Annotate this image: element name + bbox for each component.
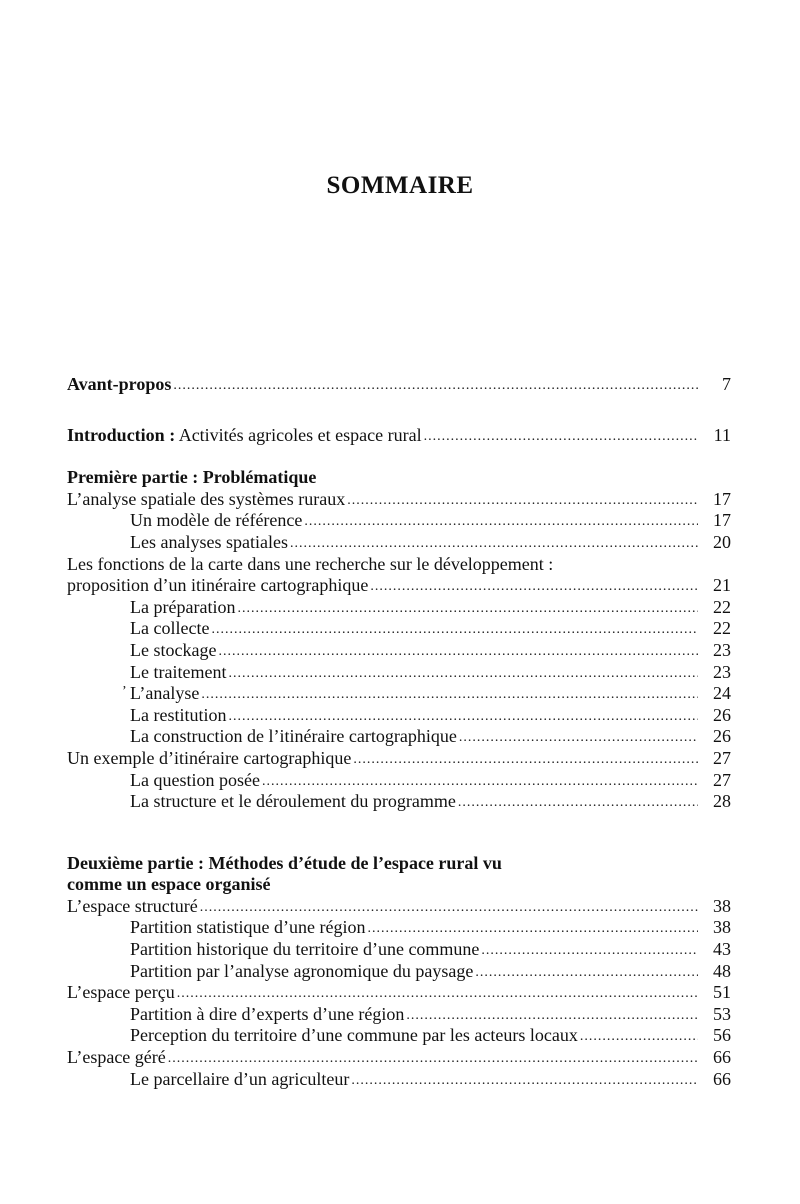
toc-entry-avant-propos[interactable] (67, 374, 731, 396)
toc-page-number: 66 (713, 1047, 731, 1068)
dot-leader (580, 1026, 698, 1048)
toc-page-number: 22 (713, 596, 731, 617)
dot-leader (168, 1048, 698, 1070)
toc-page-number: 22 (713, 618, 731, 639)
dot-leader (475, 962, 698, 984)
page-title: SOMMAIRE (326, 172, 474, 199)
dot-leader (481, 940, 698, 962)
toc-entry[interactable] (67, 896, 731, 918)
dot-leader (262, 771, 698, 793)
toc-page-number: 43 (713, 939, 731, 960)
toc-subentry[interactable] (67, 1004, 731, 1026)
toc-page-number: 48 (713, 960, 731, 981)
toc-subentry[interactable] (67, 510, 731, 532)
toc-subentry[interactable] (67, 1069, 731, 1091)
toc-entry-label: L’analyse spatiale des systèmes ruraux (67, 488, 346, 509)
toc-entry-label: Les analyses spatiales (130, 531, 288, 552)
part-2-heading: Deuxième partie : Méthodes d’étude de l’espace rural vu (67, 852, 502, 873)
toc-subentry[interactable] (67, 705, 731, 727)
toc-page-number: 27 (713, 769, 731, 790)
toc-page-number: 38 (713, 895, 731, 916)
toc-entry-label: La préparation (130, 596, 236, 617)
toc-subentry[interactable] (67, 618, 731, 640)
toc-entry-label: Partition par l’analyse agronomique du paysage (130, 960, 474, 981)
part-1-heading: Première partie : Problématique (67, 467, 317, 488)
dot-leader (290, 533, 698, 555)
toc-entry-label: L’analyse (130, 683, 200, 704)
toc-entry-label: La question posée (130, 769, 260, 790)
toc-entry-label: Les fonctions de la carte dans une recherche sur le développement : (67, 553, 554, 574)
dot-leader (228, 663, 698, 685)
toc-entry-label: L’espace structuré (67, 895, 198, 916)
toc-page-number: 21 (713, 575, 731, 596)
table-of-contents (67, 374, 731, 1090)
toc-entry-label: Le traitement (130, 661, 227, 682)
toc-page-number: 17 (713, 488, 731, 509)
toc-entry-label: La construction de l’itinéraire cartographique (130, 726, 457, 747)
toc-page-number: 28 (713, 791, 731, 812)
toc-entry[interactable] (67, 982, 731, 1004)
dot-leader (201, 684, 698, 706)
toc-subentry[interactable] (67, 939, 731, 961)
toc-subentry[interactable] (67, 662, 731, 684)
dot-leader (200, 897, 698, 919)
toc-entry-label: Le stockage (130, 639, 217, 660)
toc-page-number: 23 (713, 639, 731, 660)
toc-entry-label: Avant-propos (67, 374, 172, 394)
toc-page-number: 27 (713, 747, 731, 768)
toc-page-number: 7 (722, 374, 731, 394)
dot-leader (347, 490, 698, 512)
toc-entry-label: Partition statistique d’une région (130, 917, 366, 938)
toc-entry[interactable] (67, 575, 731, 597)
toc-subentry[interactable] (67, 791, 731, 813)
toc-page-number: 56 (713, 1025, 731, 1046)
toc-entry-label: Introduction : (67, 424, 176, 445)
dot-leader (228, 706, 698, 728)
dot-leader (177, 983, 698, 1005)
toc-entry-subtitle: Activités agricoles et espace rural (175, 424, 422, 445)
toc-subentry[interactable] (67, 917, 731, 939)
toc-page-number: 51 (713, 982, 731, 1003)
toc-page-number: 20 (713, 531, 731, 552)
stray-mark: ʼ (122, 684, 127, 700)
toc-page-number: 17 (713, 510, 731, 531)
part-2-heading-continued: comme un espace organisé (67, 874, 271, 895)
dot-leader (458, 792, 698, 814)
toc-subentry[interactable] (67, 1025, 731, 1047)
toc-subentry[interactable] (67, 640, 731, 662)
toc-entry-label: La collecte (130, 618, 210, 639)
toc-entry-label: Perception du territoire d’une commune par les acteurs locaux (130, 1025, 578, 1046)
toc-entry-introduction[interactable] (67, 425, 731, 447)
dot-leader (351, 1070, 698, 1092)
dot-leader (406, 1005, 698, 1027)
toc-entry-label: La restitution (130, 704, 227, 725)
toc-entry-label: La structure et le déroulement du programme (130, 791, 456, 812)
toc-entry-label: Un modèle de référence (130, 510, 303, 531)
dot-leader (218, 641, 698, 663)
toc-page-number: 38 (713, 917, 731, 938)
dot-leader (353, 749, 698, 771)
toc-page-number: 26 (713, 726, 731, 747)
toc-entry-label: Un exemple d’itinéraire cartographique (67, 747, 352, 768)
toc-entry-label: Partition historique du territoire d’une commune (130, 939, 480, 960)
dot-leader (304, 511, 698, 533)
toc-subentry[interactable] (67, 532, 731, 554)
toc-subentry[interactable] (67, 726, 731, 748)
toc-subentry[interactable] (67, 961, 731, 983)
toc-entry-label: Partition à dire d’experts d’une région (130, 1003, 405, 1024)
toc-entry-label: Le parcellaire d’un agriculteur (130, 1068, 350, 1089)
toc-entry-label: L’espace perçu (67, 982, 175, 1003)
dot-leader (237, 598, 698, 620)
toc-subentry[interactable] (67, 770, 731, 792)
toc-page-number: 24 (713, 683, 731, 704)
dot-leader (370, 576, 698, 598)
toc-page-number: 53 (713, 1003, 731, 1024)
toc-subentry[interactable] (67, 683, 731, 705)
dot-leader (424, 426, 698, 448)
toc-entry[interactable] (67, 1047, 731, 1069)
dot-leader (211, 619, 698, 641)
toc-page-number: 11 (713, 424, 731, 445)
toc-entry-label: L’espace géré (67, 1047, 166, 1068)
dot-leader (459, 727, 698, 749)
dot-leader (367, 918, 698, 940)
dot-leader (173, 375, 698, 397)
toc-page-number: 66 (713, 1068, 731, 1089)
toc-entry-label: proposition d’un itinéraire cartographique (67, 575, 369, 596)
toc-page-number: 23 (713, 661, 731, 682)
toc-subentry[interactable] (67, 597, 731, 619)
toc-entry[interactable] (67, 748, 731, 770)
toc-page-number: 26 (713, 704, 731, 725)
toc-entry[interactable] (67, 489, 731, 511)
